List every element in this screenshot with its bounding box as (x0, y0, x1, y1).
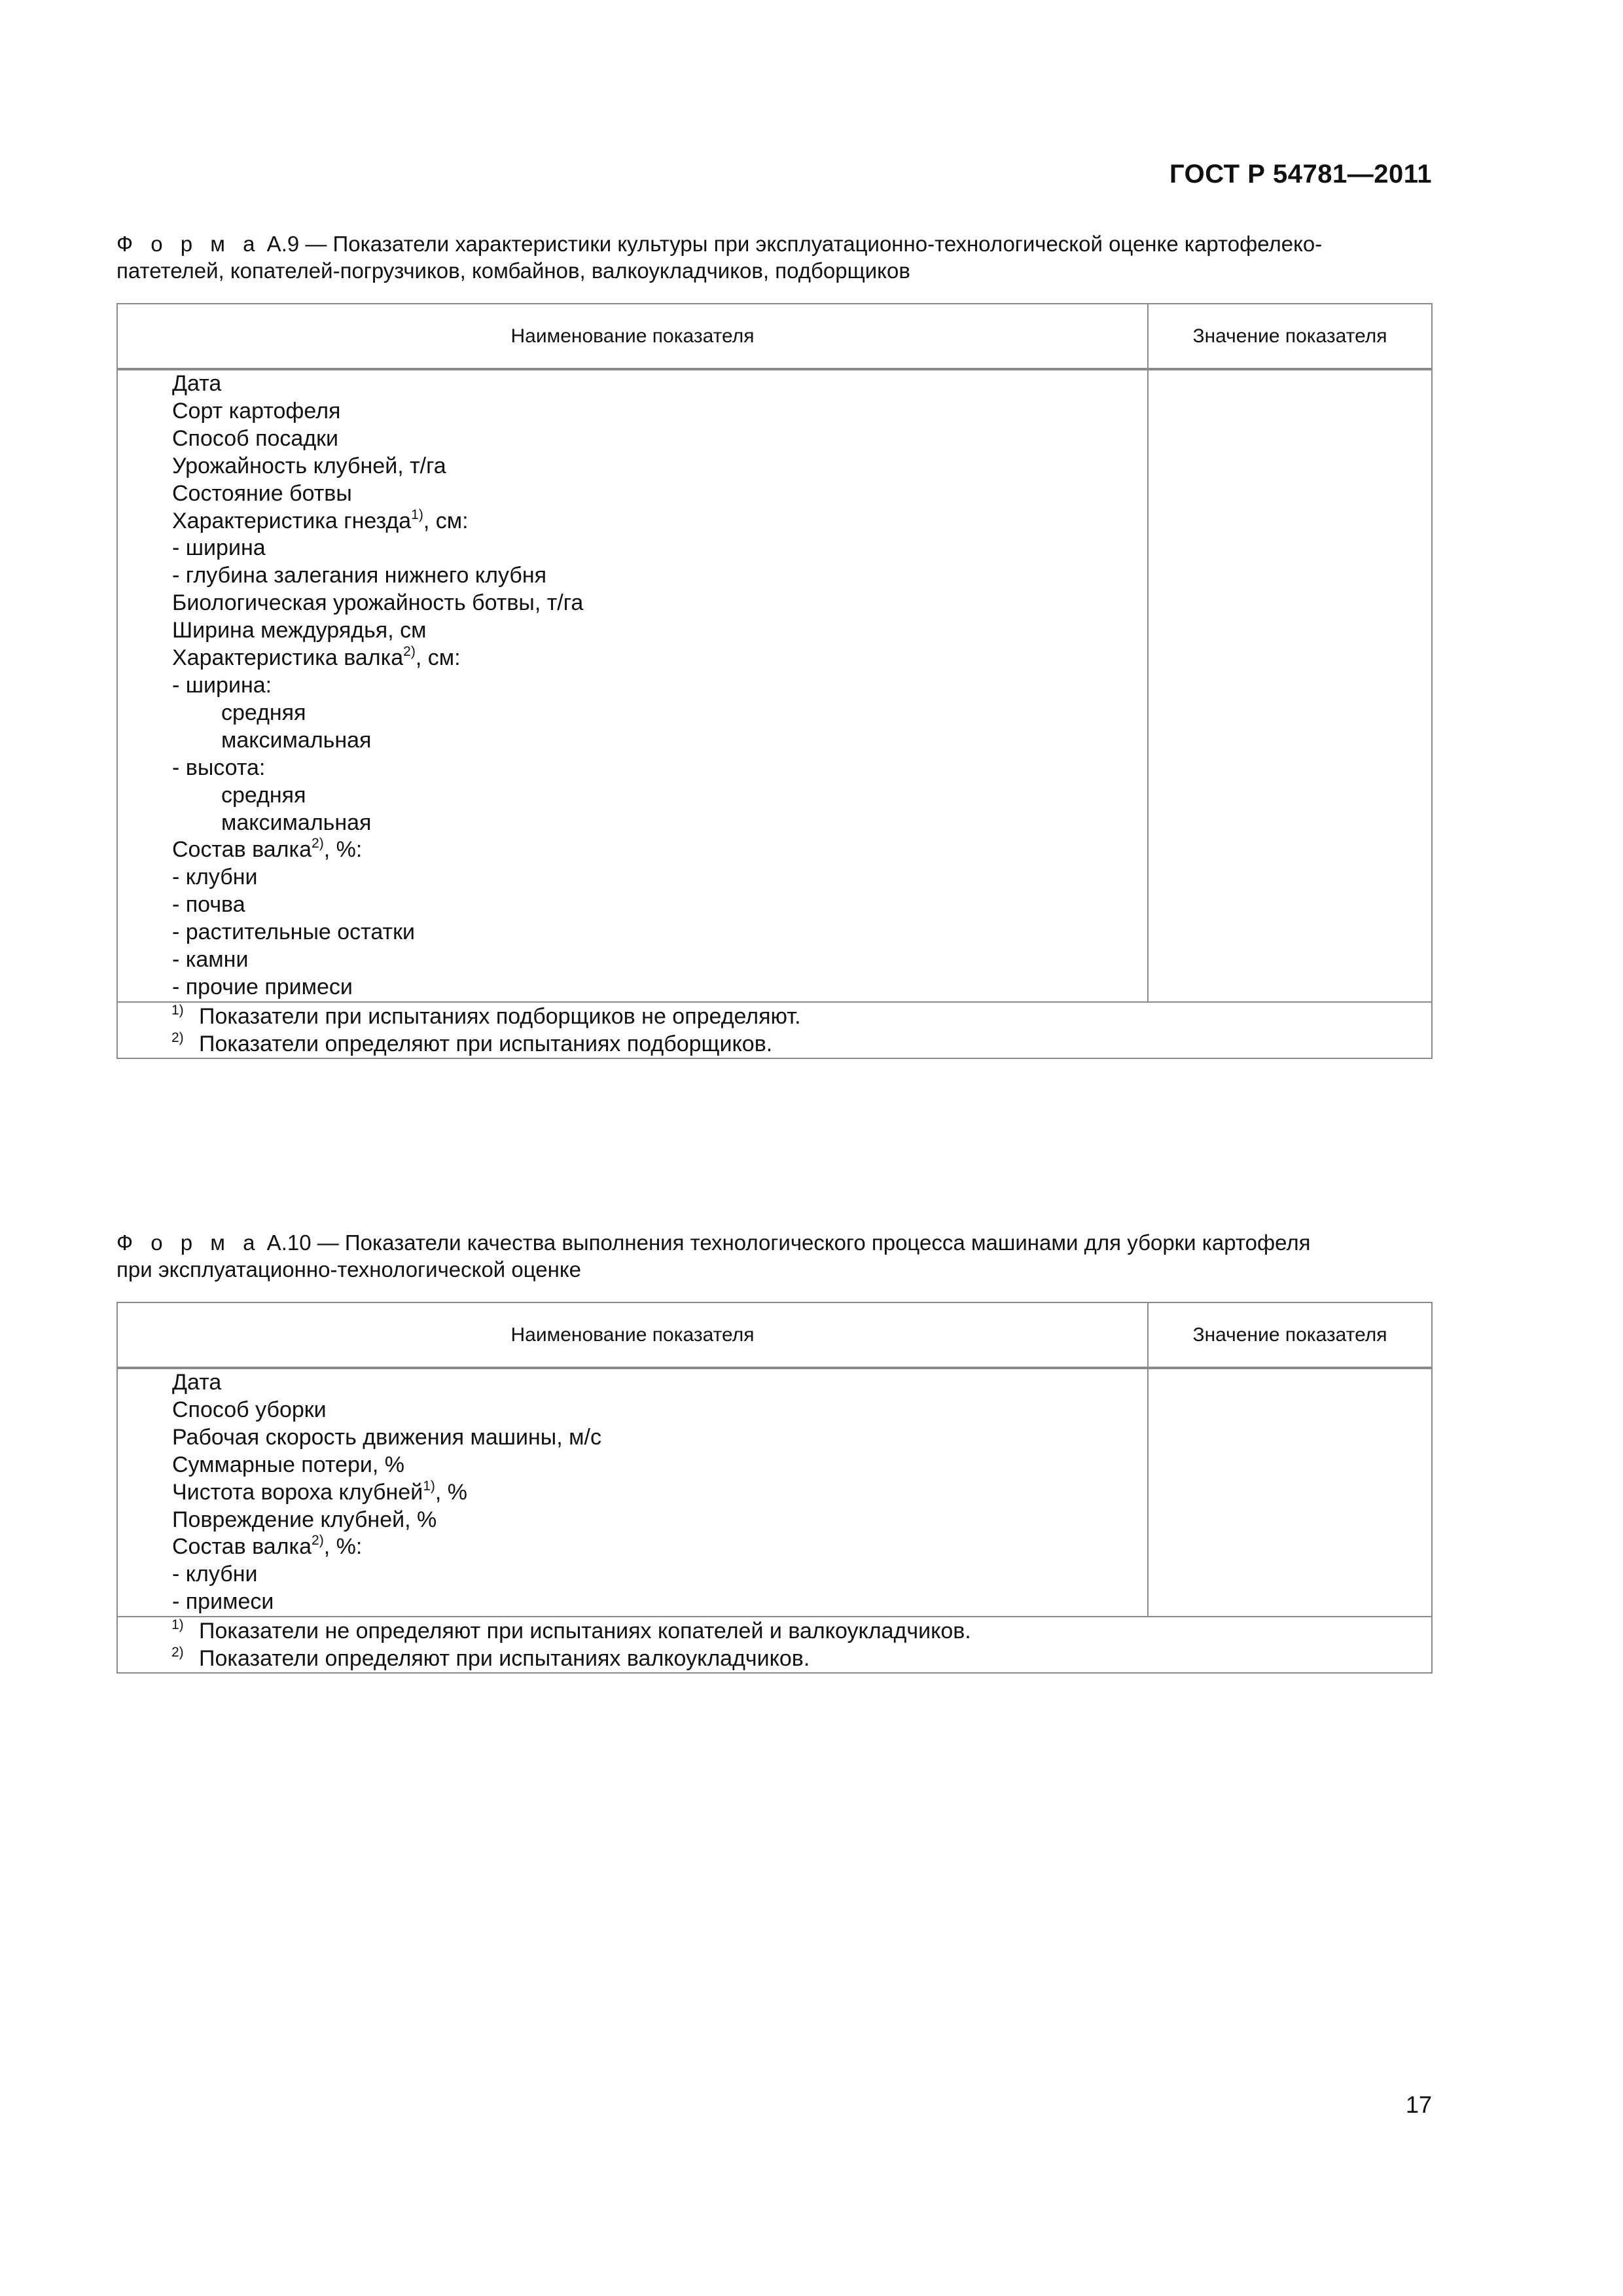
indicator-text: Сорт картофеля (172, 398, 341, 423)
form-a10-header-value: Значение показателя (1148, 1302, 1432, 1368)
indicator-row (118, 617, 1147, 645)
indicator-text: - ширина: (172, 672, 272, 698)
indicator-text: Биологическая урожайность ботвы, т/га (172, 590, 584, 616)
form-a10-indicator-list (117, 1368, 1148, 1617)
indicator-unit: , % (435, 1479, 467, 1505)
form-a10-caption-line2: при эксплуатационно-технологической оценке (116, 1257, 582, 1282)
footnote: 1) Показатели не определяют при испытаниях копателей и валкоукладчиков. (171, 1617, 971, 1644)
form-a9-header-name: Наименование показателя (117, 304, 1148, 369)
indicator-text: Чистота вороха клубней (172, 1479, 423, 1505)
form-a10-caption-prefix: Ф о р м а (116, 1230, 261, 1255)
indicator-text: максимальная (221, 810, 372, 835)
footnote-ref: 1) (411, 507, 423, 522)
indicator-text: Урожайность клубней, т/га (172, 453, 446, 478)
footnote-text: Показатели определяют при испытаниях подборщиков. (199, 1031, 773, 1056)
indicator-row (118, 700, 1147, 727)
footnote-text: Показатели не определяют при испытаниях копателей и валкоукладчиков. (199, 1619, 971, 1644)
indicator-row (118, 891, 1147, 919)
indicator-text: - клубни (172, 1562, 258, 1587)
form-a9-caption (116, 230, 1432, 284)
indicator-text: - ширина (172, 535, 266, 561)
indicator-row (118, 1452, 1147, 1479)
footnote-text: Показатели определяют при испытаниях валкоукладчиков. (199, 1646, 810, 1672)
indicator-row (118, 974, 1147, 1001)
indicator-row (118, 425, 1147, 453)
indicator-row (118, 810, 1147, 837)
indicator-text: Дата (172, 1370, 222, 1395)
indicator-row (118, 1424, 1147, 1452)
form-a9-rows (118, 370, 1147, 1001)
indicator-text: - камни (172, 947, 249, 973)
indicator-row (118, 946, 1147, 974)
indicator-text: Рабочая скорость движения машины, м/с (172, 1424, 601, 1450)
form-a10-value-cell[interactable] (1148, 1368, 1432, 1617)
form-a9-value-cell[interactable] (1148, 369, 1432, 1002)
document-code: ГОСТ Р 54781—2011 (1169, 160, 1432, 188)
indicator-text: - растительные остатки (172, 920, 415, 945)
page-number: 17 (1405, 2091, 1432, 2118)
indicator-text: - глубина залегания нижнего клубня (172, 563, 547, 588)
indicator-row (118, 836, 1147, 864)
indicator-text: Повреждение клубней, % (172, 1507, 437, 1532)
indicator-row (118, 864, 1147, 891)
indicator-row (118, 645, 1147, 672)
indicator-row (118, 1479, 1147, 1507)
indicator-row (118, 1588, 1147, 1616)
form-a10-caption-line1: А.10 — Показатели качества выполнения технологического процесса машинами для уборки картофеля (260, 1230, 1311, 1255)
indicator-text: - клубни (172, 865, 258, 890)
indicator-text: Состояние ботвы (172, 480, 352, 506)
form-a9-table (116, 303, 1433, 1059)
indicator-text: Состав валка (172, 1534, 312, 1560)
indicator-row (118, 1507, 1147, 1534)
indicator-row (118, 535, 1147, 562)
indicator-text: Суммарные потери, % (172, 1452, 405, 1477)
footnote: 1) Показатели при испытаниях подборщиков не определяют. (171, 1002, 801, 1029)
indicator-text: - высота: (172, 755, 266, 780)
indicator-row (118, 1397, 1147, 1424)
indicator-unit: , см: (423, 508, 469, 533)
indicator-text: Способ уборки (172, 1397, 327, 1422)
indicator-row (118, 370, 1147, 398)
form-a10-rows (118, 1369, 1147, 1616)
form-a9-caption-line2: патетелей, копателей-погрузчиков, комбайнов, валкоукладчиков, подборщиков (116, 259, 910, 283)
form-a10-table (116, 1302, 1433, 1674)
indicator-text: Дата (172, 371, 222, 396)
indicator-text: Состав валка (172, 837, 312, 863)
indicator-text: Характеристика гнезда (172, 508, 412, 533)
footnote-text: Показатели при испытаниях подборщиков не определяют. (199, 1003, 801, 1029)
indicator-text: Характеристика валка (172, 645, 404, 671)
form-a10-footnotes (117, 1617, 1432, 1673)
footnote-ref: 2) (403, 644, 416, 660)
footnote-ref: 2) (312, 1533, 324, 1549)
indicator-unit: , %: (323, 1534, 363, 1560)
indicator-row (118, 480, 1147, 508)
indicator-text: средняя (221, 700, 306, 725)
footnote-ref: 2) (312, 836, 324, 852)
form-a9-notes (118, 1003, 1431, 1058)
indicator-row (118, 1369, 1147, 1397)
footnote-ref: 1) (423, 1478, 435, 1494)
indicator-row (118, 919, 1147, 946)
indicator-row (118, 1534, 1147, 1561)
indicator-unit: , %: (323, 837, 363, 863)
footnote: 2) Показатели определяют при испытаниях валкоукладчиков. (171, 1645, 810, 1672)
indicator-row (118, 727, 1147, 755)
indicator-row (118, 590, 1147, 617)
form-a10-header-name: Наименование показателя (117, 1302, 1148, 1368)
indicator-row (118, 672, 1147, 700)
form-a9-footnotes (117, 1002, 1432, 1058)
indicator-row (118, 782, 1147, 810)
indicator-text: Ширина междурядья, см (172, 618, 427, 643)
indicator-row (118, 755, 1147, 782)
form-a9-caption-line1: А.9 — Показатели характеристики культуры при эксплуатационно-технологической оценке картофелеко- (260, 232, 1323, 256)
indicator-unit: , см: (415, 645, 461, 671)
form-a9-indicator-list (117, 369, 1148, 1002)
indicator-text: Способ посадки (172, 425, 339, 451)
indicator-text: максимальная (221, 727, 372, 753)
indicator-text: средняя (221, 782, 306, 808)
form-a10-caption (116, 1229, 1432, 1283)
form-a9-header-value: Значение показателя (1148, 304, 1432, 369)
indicator-text: - примеси (172, 1589, 274, 1615)
indicator-row (118, 1561, 1147, 1588)
form-a9-caption-prefix: Ф о р м а (116, 232, 261, 256)
footnote: 2) Показатели определяют при испытаниях подборщиков. (171, 1030, 773, 1056)
indicator-text: - почва (172, 892, 245, 918)
form-a10-notes (118, 1617, 1431, 1672)
indicator-text: - прочие примеси (172, 974, 353, 999)
indicator-row (118, 453, 1147, 480)
indicator-row (118, 398, 1147, 425)
indicator-row (118, 562, 1147, 590)
indicator-row (118, 508, 1147, 535)
